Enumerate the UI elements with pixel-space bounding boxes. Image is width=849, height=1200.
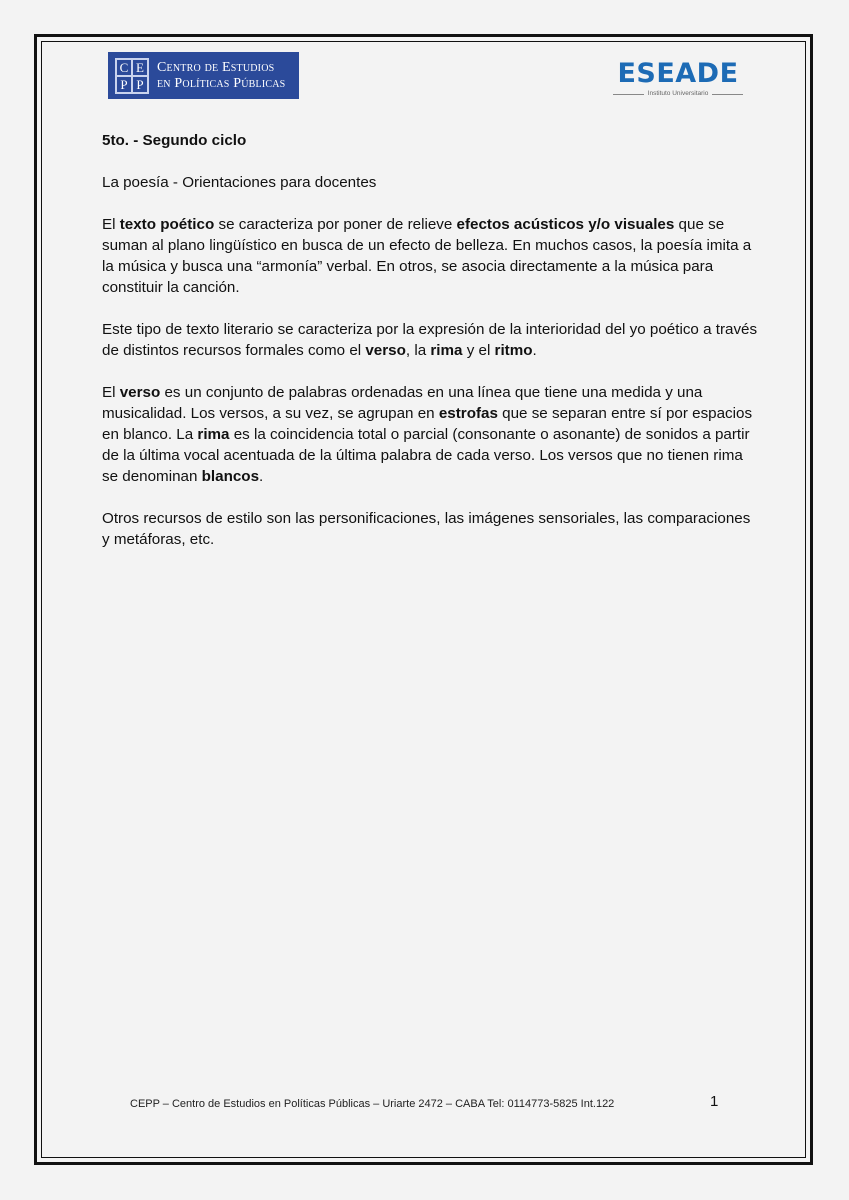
cepp-letter: P bbox=[116, 76, 132, 93]
cepp-logo-line1: Centro de Estudios bbox=[157, 59, 275, 75]
bold-term: verso bbox=[365, 342, 406, 359]
eseade-divider bbox=[712, 94, 743, 95]
text-run: es un conjunto de palabras ordenadas en una línea que tiene una medida y una musicalidad. Los versos, a su vez, se agrupan en bbox=[102, 384, 703, 422]
cepp-logo bbox=[108, 52, 299, 99]
bold-term: texto poético bbox=[119, 216, 215, 233]
cepp-letter: P bbox=[132, 76, 148, 93]
paragraph bbox=[102, 382, 762, 487]
paragraph bbox=[102, 508, 762, 550]
document-body bbox=[102, 130, 762, 571]
bold-term: rima bbox=[430, 342, 463, 359]
text-run: . bbox=[259, 468, 264, 485]
text-run: El bbox=[102, 216, 120, 233]
page-number: 1 bbox=[710, 1093, 719, 1110]
bold-term: estrofas bbox=[438, 405, 498, 422]
cepp-letter: E bbox=[132, 59, 148, 76]
footer-text: CEPP – Centro de Estudios en Políticas Públicas – Uriarte 2472 – CABA Tel: 0114773-5825 Int.122 bbox=[130, 1098, 615, 1110]
text-run: que se suman al plano lingüístico en busca de un efecto de belleza. En muchos casos, la poesía imita a la música y busca una “armonía” verbal. En otros, se asocia directamente a la música para constituir la canción. bbox=[102, 216, 752, 296]
document-subtitle: La poesía - Orientaciones para docentes bbox=[102, 174, 377, 191]
text-run: es la coincidencia total o parcial (consonante o asonante) de sonidos a partir de la última vocal acentuada de la última palabra de cada verso. Los versos que no tienen rima se denominan bbox=[102, 426, 750, 485]
eseade-logo-word: ESEADE bbox=[617, 58, 739, 89]
bold-term: efectos acústicos y/o visuales bbox=[456, 216, 675, 233]
eseade-logo-subtitle: Instituto Universitario bbox=[647, 90, 709, 97]
cepp-logo-name bbox=[157, 60, 285, 92]
bold-term: rima bbox=[197, 426, 230, 443]
eseade-divider bbox=[613, 94, 644, 95]
cepp-letter: C bbox=[116, 59, 132, 76]
document-paragraphs bbox=[102, 214, 762, 550]
bold-term: ritmo bbox=[494, 342, 533, 359]
eseade-logo-subtitle-row bbox=[613, 90, 743, 98]
text-run: Otros recursos de estilo son las personificaciones, las imágenes sensoriales, las comparaciones y metáforas, etc. bbox=[102, 510, 751, 548]
paragraph bbox=[102, 319, 762, 361]
cepp-letter-grid bbox=[115, 58, 149, 94]
document-heading: 5to. - Segundo ciclo bbox=[102, 132, 247, 149]
bold-term: verso bbox=[119, 384, 161, 401]
text-run: . bbox=[532, 342, 537, 359]
paragraph bbox=[102, 214, 762, 298]
text-run: , la bbox=[405, 342, 431, 359]
eseade-logo bbox=[613, 58, 743, 100]
text-run: y el bbox=[462, 342, 495, 359]
text-run: Este tipo de texto literario se caracteriza por la expresión de la interioridad del yo poético a través de distintos recursos formales como el bbox=[102, 321, 758, 359]
text-run: El bbox=[102, 384, 120, 401]
text-run: que se separan entre sí por espacios en blanco. La bbox=[102, 405, 753, 443]
cepp-logo-line2: en Políticas Públicas bbox=[157, 75, 286, 91]
bold-term: blancos bbox=[201, 468, 260, 485]
text-run: se caracteriza por poner de relieve bbox=[214, 216, 457, 233]
